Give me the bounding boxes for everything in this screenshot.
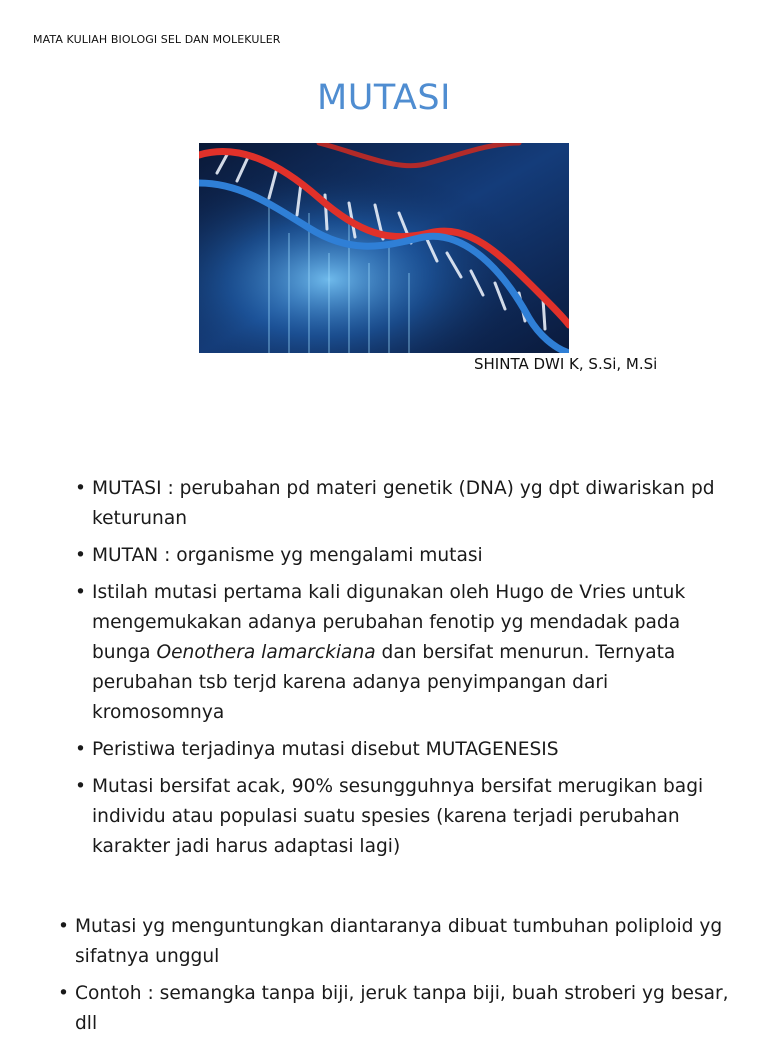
definitions-list	[75, 474, 742, 869]
bullet-text: Peristiwa terjadinya mutasi disebut MUTAGENESIS	[92, 739, 559, 760]
author-name: SHINTA DWI K, S.Si, M.Si	[474, 355, 658, 373]
list-item	[75, 578, 742, 728]
bullet-text: MUTASI : perubahan pd materi genetik (DNA) yg dpt diwariskan pd keturunan	[92, 478, 715, 529]
species-name: Oenothera lamarckiana	[156, 642, 376, 663]
examples-list	[58, 912, 745, 1046]
bullet-text: MUTAN : organisme yg mengalami mutasi	[92, 545, 483, 566]
bullet-icon: •	[75, 739, 86, 760]
bullet-text-part: Istilah mutasi pertama kali digunakan oleh Hugo de Vries untuk mengemukakan adanya perubahan fenotip yg mendadak pada bunga	[92, 582, 686, 663]
dna-helix-image	[199, 143, 569, 353]
list-item	[75, 474, 742, 534]
bullet-icon: •	[75, 545, 86, 566]
bullet-icon: •	[58, 983, 69, 1004]
slide-title: MUTASI	[317, 78, 451, 118]
bullet-text: Mutasi yg menguntungkan diantaranya dibuat tumbuhan poliploid yg sifatnya unggul	[75, 916, 723, 967]
bullet-icon: •	[58, 916, 69, 937]
bullet-text: Mutasi bersifat acak, 90% sesungguhnya bersifat merugikan bagi individu atau populasi suatu spesies (karena terjadi perubahan karakter jadi harus adaptasi lagi)	[92, 776, 704, 857]
bullet-text: Contoh : semangka tanpa biji, jeruk tanpa biji, buah stroberi yg besar, dll	[75, 983, 729, 1034]
bullet-icon: •	[75, 776, 86, 797]
bullet-icon: •	[75, 478, 86, 499]
list-item	[75, 772, 742, 862]
course-header: MATA KULIAH BIOLOGI SEL DAN MOLEKULER	[33, 33, 281, 46]
list-item	[75, 541, 742, 571]
bullet-icon: •	[75, 582, 86, 603]
bullet-text	[92, 582, 685, 723]
list-item	[58, 979, 745, 1039]
bullet-text-part: dan bersifat menurun. Ternyata perubahan tsb terjd karena adanya penyimpangan dari kromosomnya	[92, 642, 676, 723]
list-item	[75, 735, 742, 765]
list-item	[58, 912, 745, 972]
